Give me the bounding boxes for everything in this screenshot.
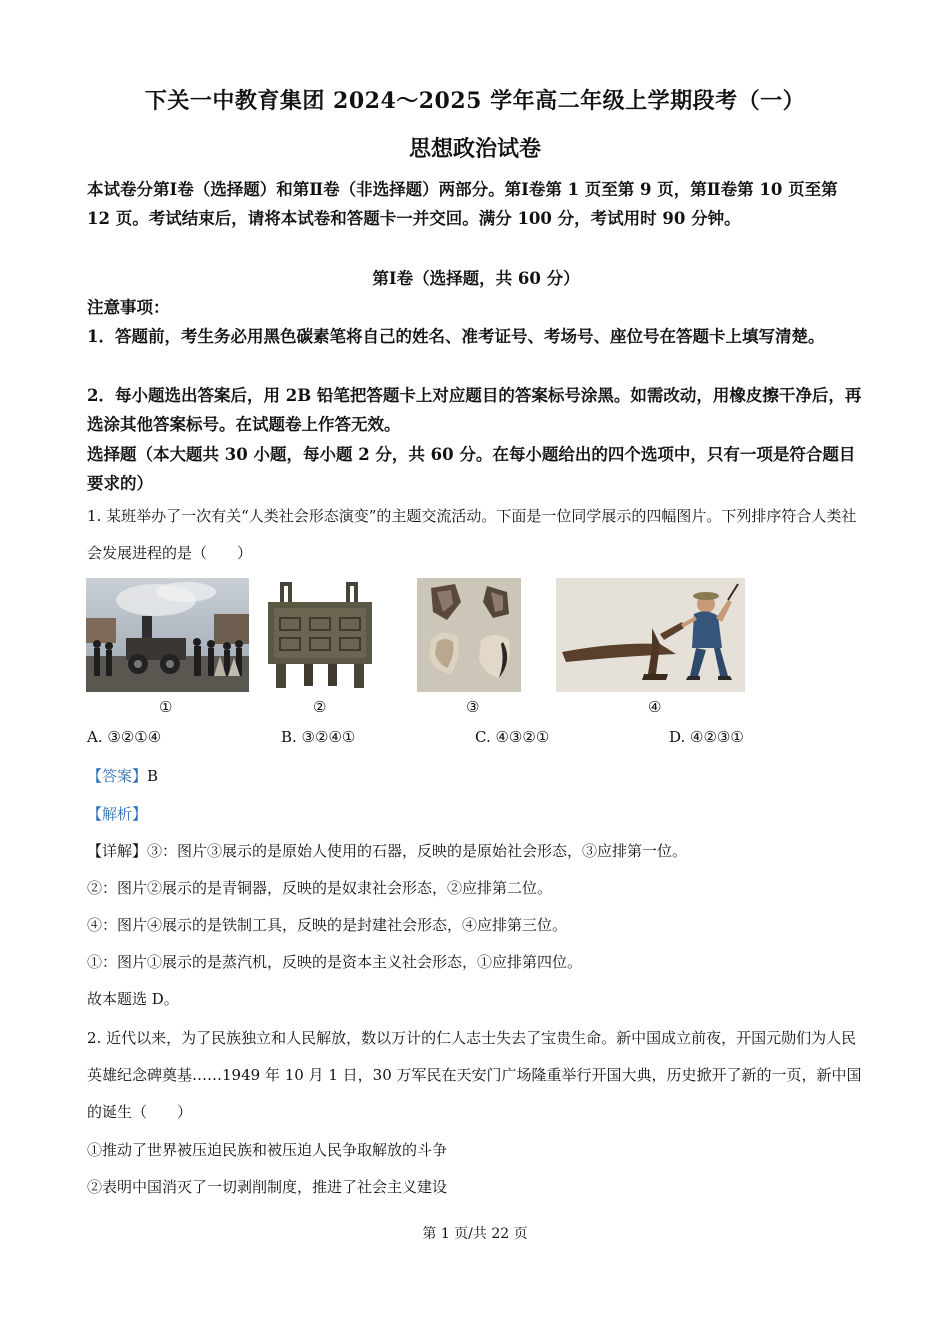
- answer-line: [87, 758, 865, 795]
- notice-title: 注意事项：: [87, 298, 170, 317]
- question-2-item-2: ②表明中国消灭了一切剥削制度，推进了社会主义建设: [87, 1178, 448, 1196]
- question-2-item-1: ①推动了世界被压迫民族和被压迫人民争取解放的斗争: [87, 1141, 448, 1159]
- question-1-stem: 1. 某班举办了一次有关“人类社会形态演变”的主题交流活动。下面是一位同学展示的四幅图片。下列排序符合人类社会发展进程的是（ ）: [87, 507, 857, 562]
- answer-value: B: [147, 767, 159, 785]
- analysis-tag: 【解析】: [87, 805, 148, 823]
- option-b: B. ③②④①: [281, 728, 356, 746]
- bronze-ding-image: [258, 578, 382, 692]
- answer-tag: 【答案】: [87, 767, 148, 785]
- page-number-footer: 第 1 页/共 22 页: [422, 1226, 528, 1242]
- detail-line-2: ②：图片②展示的是青铜器，反映的是奴隶社会形态，②应排第二位。: [87, 879, 553, 897]
- iron-plough-image: [556, 578, 745, 692]
- image-caption-1: ①: [159, 698, 173, 716]
- option-d: D. ④②③①: [669, 728, 744, 746]
- part1-title: 第Ⅰ卷（选择题，共 60 分）: [372, 269, 580, 288]
- exam-title: 下关一中教育集团 2024～2025 学年高二年级上学期段考（一）: [144, 88, 806, 114]
- option-c: C. ④③②①: [475, 728, 550, 746]
- section-heading: 选择题（本大题共 30 小题，每小题 2 分，共 60 分。在每小题给出的四个选项中，只有一项是符合题目要求的）: [87, 445, 856, 493]
- detail-line-4: ①：图片①展示的是蒸汽机，反映的是资本主义社会形态，①应排第四位。: [87, 953, 583, 971]
- detail-line-3: ④：图片④展示的是铁制工具，反映的是封建社会形态，④应排第三位。: [87, 916, 568, 934]
- detail-line-1: 【详解】③：图片③展示的是原始人使用的石器，反映的是原始社会形态，③应排第一位。: [87, 842, 688, 860]
- detail-tag: 【详解】: [87, 842, 148, 860]
- steam-engine-image: [86, 578, 249, 692]
- exam-subtitle: 思想政治试卷: [408, 136, 541, 162]
- image-caption-4: ④: [648, 698, 662, 716]
- notice-item-2: 2．每小题选出答案后，用 2B 铅笔把答题卡上对应题目的答案标号涂黑。如需改动，用橡皮擦干净后，再选涂其他答案标号。在试题卷上作答无效。: [87, 386, 862, 434]
- image-caption-3: ③: [466, 698, 480, 716]
- detail-conclusion: 故本题选 D。: [87, 990, 179, 1008]
- option-a: A. ③②①④: [87, 728, 162, 746]
- image-caption-2: ②: [313, 698, 327, 716]
- question-2-stem: 2. 近代以来，为了民族独立和人民解放，数以万计的仁人志士失去了宝贵生命。新中国成立前夜，开国元勋们为人民英雄纪念碑奠基……1949 年 10 月 1 日，30 万军民在天安门广场隆重举行开国大典，历史掀开了新的一页，新中国的诞生（ ）: [87, 1029, 862, 1121]
- intro-paragraph: 本试卷分第Ⅰ卷（选择题）和第Ⅱ卷（非选择题）两部分。第Ⅰ卷第 1 页至第 9 页，第Ⅱ卷第 10 页至第 12 页。考试结束后，请将本试卷和答题卡一并交回。满分 100 分，考试用时 90 分钟。: [87, 180, 838, 228]
- notice-item-1: 1．答题前，考生务必用黑色碳素笔将自己的姓名、准考证号、考场号、座位号在答题卡上填写清楚。: [87, 327, 825, 346]
- stone-tools-image: [417, 578, 521, 692]
